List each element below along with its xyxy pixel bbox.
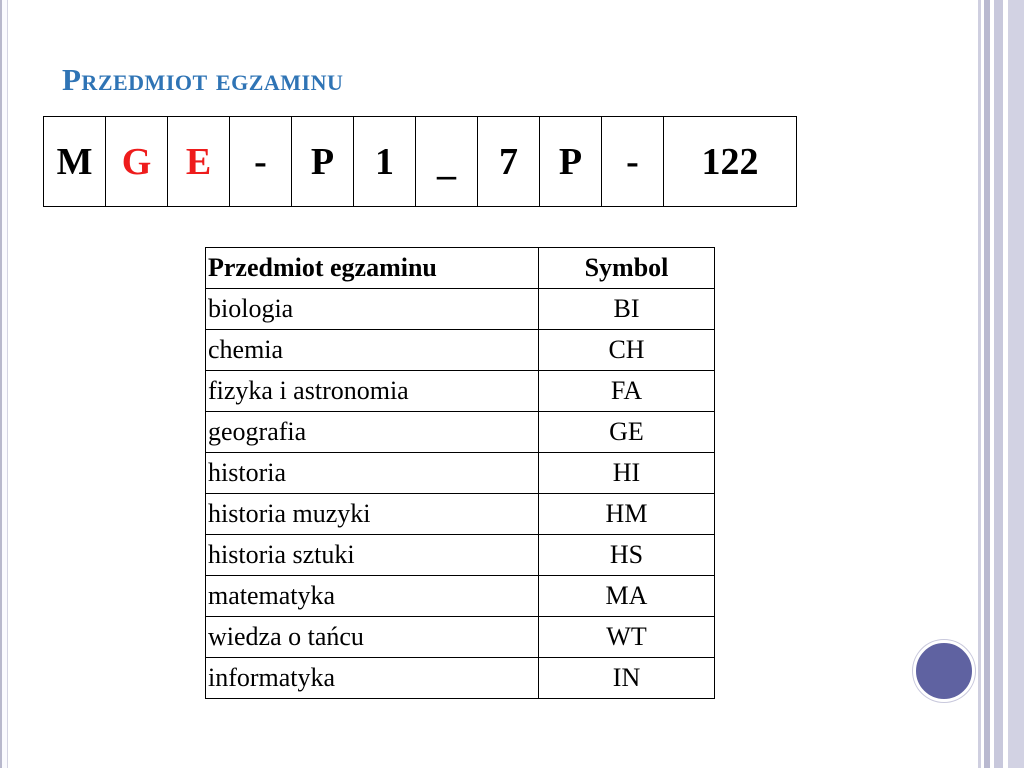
slide-left-border: [0, 0, 8, 768]
code-cell-highlighted: G: [106, 117, 168, 207]
symbol-cell: WT: [539, 617, 715, 658]
code-cell: 1: [354, 117, 416, 207]
symbol-cell: HS: [539, 535, 715, 576]
table-row: [206, 289, 715, 330]
subject-cell: biologia: [206, 289, 539, 330]
symbol-cell: GE: [539, 412, 715, 453]
table-row: [206, 330, 715, 371]
symbol-cell: MA: [539, 576, 715, 617]
table-row: [206, 453, 715, 494]
subject-cell: historia muzyki: [206, 494, 539, 535]
table-row: [206, 371, 715, 412]
subject-cell: fizyka i astronomia: [206, 371, 539, 412]
code-cell: P: [540, 117, 602, 207]
symbol-cell: HM: [539, 494, 715, 535]
subject-cell: wiedza o tańcu: [206, 617, 539, 658]
exam-code-row: [44, 117, 797, 207]
code-cell: _: [416, 117, 478, 207]
table-row: [206, 535, 715, 576]
subject-cell: historia: [206, 453, 539, 494]
table-header-row: [206, 248, 715, 289]
subject-cell: chemia: [206, 330, 539, 371]
code-cell: -: [230, 117, 292, 207]
symbol-cell: HI: [539, 453, 715, 494]
table-row: [206, 658, 715, 699]
table-row: [206, 494, 715, 535]
slide-right-bar: [978, 0, 981, 768]
exam-code-table: [43, 116, 797, 207]
slide-right-bar: [994, 0, 1003, 768]
symbol-cell: IN: [539, 658, 715, 699]
table-row: [206, 617, 715, 658]
code-cell-highlighted: E: [168, 117, 230, 207]
code-cell: 7: [478, 117, 540, 207]
subjects-table: [205, 247, 715, 699]
subject-cell: matematyka: [206, 576, 539, 617]
column-header-subject: Przedmiot egzaminu: [206, 248, 539, 289]
slide-title: Przedmiot egzaminu: [62, 62, 344, 97]
code-cell: 122: [664, 117, 797, 207]
subject-cell: informatyka: [206, 658, 539, 699]
decorative-circle: [913, 640, 975, 702]
table-row: [206, 412, 715, 453]
code-cell: -: [602, 117, 664, 207]
code-cell: M: [44, 117, 106, 207]
symbol-cell: CH: [539, 330, 715, 371]
symbol-cell: BI: [539, 289, 715, 330]
subject-cell: historia sztuki: [206, 535, 539, 576]
code-cell: P: [292, 117, 354, 207]
table-row: [206, 576, 715, 617]
column-header-symbol: Symbol: [539, 248, 715, 289]
subject-cell: geografia: [206, 412, 539, 453]
symbol-cell: FA: [539, 371, 715, 412]
slide-right-bar: [984, 0, 990, 768]
slide-right-bar: [1008, 0, 1024, 768]
